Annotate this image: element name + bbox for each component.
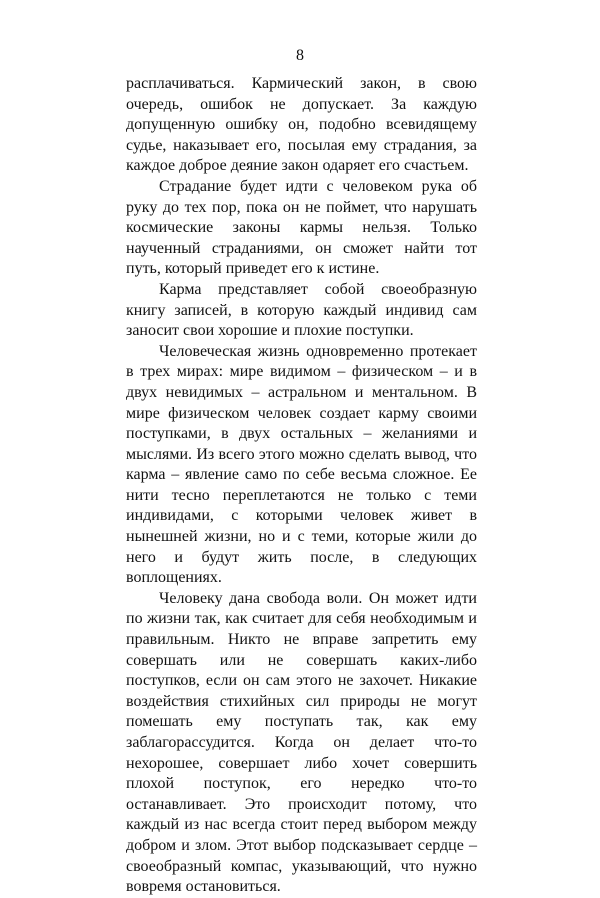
page-number: 8 (296, 47, 304, 64)
paragraph-3: Карма представляет собой своеобразную книгу записей, в которую каждый индивид сам заносит свои хорошие и плохие поступки. (126, 280, 477, 340)
paragraph-2: Страдание будет идти с человеком рука об руку до тех пор, пока он не поймет, что нарушать космические законы кармы нельзя. Только наученный страданиями, он сможет найти тот путь, который приведет его к истине. (126, 177, 477, 278)
body-text (126, 74, 477, 898)
paragraph-4: Человеческая жизнь одновременно протекает в трех мирах: мире видимом – физическом – и в двух невидимых – астральном и ментальном. В мире физическом человек создает карму своими поступками, в двух остальных – желаниями и мыслями. Из всего этого можно сделать вывод, что карма – явление само по себе весьма сложное. Ее нити тесно переплетаются не только с теми индивидами, с которыми человек живет в нынешней жизни, но и с теми, которые жили до него и будут жить после, в следующих воплощениях. (126, 342, 477, 587)
paragraph-5: Человеку дана свобода воли. Он может идти по жизни так, как считает для себя необходимым и правильным. Никто не вправе запретить ему совершать или не совершать каких-либо поступков, если он сам этого не захочет. Никакие воздействия стихийных сил природы не могут помешать ему поступать так, как ему заблагорассудится. Когда он делает что-то нехорошее, совершает либо хочет совершить плохой поступок, его нередко что-то останавливает. Это происходит потому, что каждый из нас всегда стоит перед выбором между добром и злом. Этот выбор подсказывает сердце – своеобразный компас, указывающий, что нужно вовремя остановиться. (126, 589, 477, 896)
paragraph-1: расплачиваться. Кармический закон, в свою очередь, ошибок не допускает. За каждую допущенную ошибку он, подобно всевидящему судье, наказывает его, посылая ему страдания, за каждое доброе деяние закон одаряет его счастьем. (126, 75, 477, 175)
